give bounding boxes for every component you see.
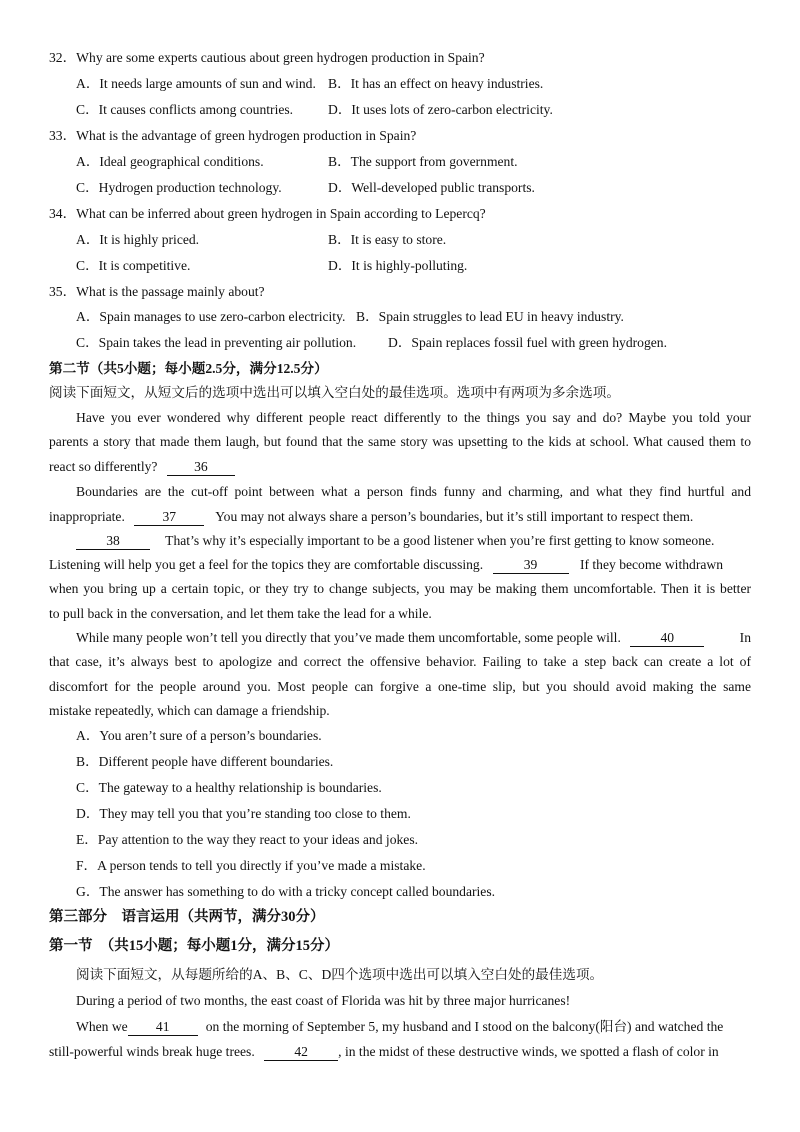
question-32-option-d: D．It uses lots of zero-carbon electricity.	[328, 102, 553, 117]
passage-p2-line-2	[49, 508, 693, 526]
question-33-option-a: A．Ideal geographical conditions.	[76, 154, 264, 169]
passage-text: still-powerful winds break huge trees.	[49, 1044, 255, 1059]
passage-p1-line-3	[49, 458, 235, 476]
passage-text: While many people won’t tell you directly that you’ve made them uncomfortable, some people will.	[76, 630, 621, 645]
passage-text: inappropriate.	[49, 509, 125, 524]
passage-text: You may not always share a person’s boundaries, but it’s still important to respect them.	[215, 509, 694, 524]
blank-40: 40	[630, 630, 704, 647]
passage-p3-line-3: when you bring up a certain topic, or they try to change subjects, you may be making them uncomfortable. Then it is better	[49, 581, 751, 596]
passage-text: , in the midst of these destructive winds, we spotted a flash of color in	[338, 1044, 719, 1059]
question-35-option-b: B．Spain struggles to lead EU in heavy industry.	[356, 309, 624, 324]
passage-p4-line-3: discomfort for the people around you. Most people can forgive a one-time slip, but you should avoid making the same	[49, 679, 751, 694]
part-3-instruction: 阅读下面短文，从每题所给的A、B、C、D四个选项中选出可以填入空白处的最佳选项。	[76, 967, 604, 982]
passage-p1-line-1: Have you ever wondered why different people react differently to the things you say and do? Maybe you told your	[76, 410, 751, 425]
question-35-option-d: D．Spain replaces fossil fuel with green hydrogen.	[388, 335, 667, 350]
passage-text: on the morning of September 5, my husband and I stood on the balcony(阳台) and watched the	[205, 1019, 724, 1034]
passage-p3-line-1	[76, 532, 714, 550]
section-2-instruction: 阅读下面短文，从短文后的选项中选出可以填入空白处的最佳选项。选项中有两项为多余选项。	[49, 385, 620, 400]
passage-text: Listening will help you get a feel for the topics they are comfortable discussing.	[49, 557, 484, 572]
cloze-line-1: During a period of two months, the east coast of Florida was hit by three major hurricanes!	[76, 993, 571, 1008]
question-34-option-d: D．It is highly-polluting.	[328, 258, 468, 273]
passage-p3-line-2	[49, 556, 723, 574]
passage-p2-line-1: Boundaries are the cut-off point between what a person finds funny and charming, and what they find hurtful and	[76, 484, 751, 499]
question-33-option-d: D．Well-developed public transports.	[328, 180, 535, 195]
question-35-option-a: A．Spain manages to use zero-carbon electricity.	[76, 309, 346, 324]
question-34-option-b: B．It is easy to store.	[328, 232, 447, 247]
question-34-option-a: A．It is highly priced.	[76, 232, 200, 247]
section-2-heading: 第二节（共5小题；每小题2.5分，满分12.5分）	[49, 361, 328, 376]
passage-text: That’s why it’s especially important to be a good listener when you’re first getting to know someone.	[165, 533, 715, 548]
blank-42: 42	[264, 1044, 338, 1061]
option-c: C．The gateway to a healthy relationship is boundaries.	[76, 780, 382, 795]
passage-p4-line-1	[76, 629, 751, 647]
option-e: E．Pay attention to the way they react to your ideas and jokes.	[76, 832, 419, 847]
option-d: D．They may tell you that you’re standing too close to them.	[76, 806, 411, 821]
part-3-heading: 第三部分 语言运用（共两节，满分30分）	[49, 909, 325, 925]
passage-p1-line-2: parents a story that made them laugh, but found that the same story was upsetting to the kids at school. What caused them to	[49, 434, 751, 449]
blank-37: 37	[134, 509, 204, 526]
blank-38: 38	[76, 533, 150, 550]
blank-39: 39	[493, 557, 569, 574]
passage-text: When we	[76, 1019, 128, 1034]
cloze-line-2	[76, 1018, 723, 1036]
option-f: F．A person tends to tell you directly if you’ve made a mistake.	[76, 858, 426, 873]
passage-text: If they become withdrawn	[579, 557, 723, 572]
passage-text: In	[739, 630, 751, 645]
question-33-stem: 33．What is the advantage of green hydrogen production in Spain?	[49, 128, 417, 143]
blank-41: 41	[128, 1019, 198, 1036]
question-35-stem: 35．What is the passage mainly about?	[49, 284, 265, 299]
option-g: G．The answer has something to do with a tricky concept called boundaries.	[76, 884, 496, 899]
question-32-option-b: B．It has an effect on heavy industries.	[328, 76, 544, 91]
cloze-line-3	[49, 1043, 719, 1061]
option-a: A．You aren’t sure of a person’s boundaries.	[76, 728, 322, 743]
question-34-option-c: C．It is competitive.	[76, 258, 191, 273]
question-34-stem: 34．What can be inferred about green hydrogen in Spain according to Lepercq?	[49, 206, 486, 221]
blank-36: 36	[167, 459, 235, 476]
question-32-option-a: A．It needs large amounts of sun and wind.	[76, 76, 316, 91]
question-33-option-b: B．The support from government.	[328, 154, 518, 169]
option-b: B．Different people have different boundaries.	[76, 754, 334, 769]
passage-text: react so differently?	[49, 459, 158, 474]
question-32-stem: 32．Why are some experts cautious about green hydrogen production in Spain?	[49, 50, 485, 65]
part-3-section-1-heading: 第一节 （共15小题；每小题1分，满分15分）	[49, 938, 339, 954]
question-32-option-c: C．It causes conflicts among countries.	[76, 102, 294, 117]
passage-p4-line-4: mistake repeatedly, which can damage a friendship.	[49, 703, 330, 718]
question-33-option-c: C．Hydrogen production technology.	[76, 180, 282, 195]
passage-p4-line-2: that case, it’s always best to apologize and correct the offensive behavior. Failing to take a step back can create a lot of	[49, 654, 751, 669]
passage-p3-line-4: to pull back in the conversation, and let them take the lead for a while.	[49, 606, 432, 621]
question-35-option-c: C．Spain takes the lead in preventing air pollution.	[76, 335, 357, 350]
